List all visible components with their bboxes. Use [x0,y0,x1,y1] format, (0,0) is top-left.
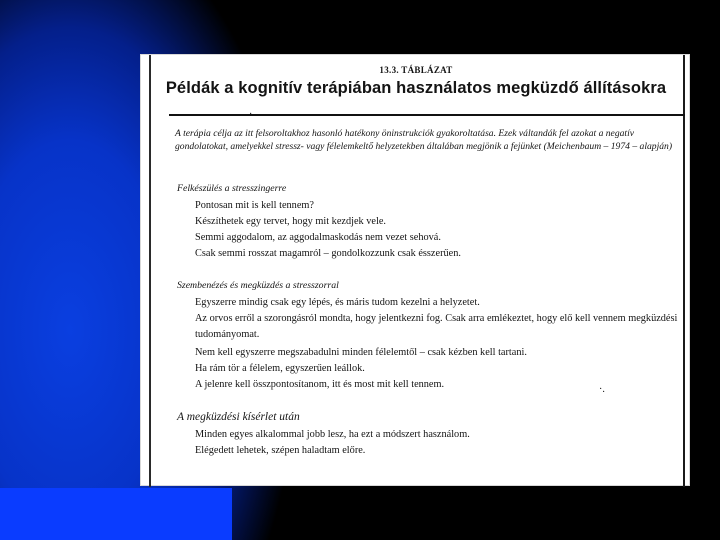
slide-accent-bar [0,488,232,540]
section-heading-confrontation: Szembenézés és megküzdés a stresszorral [177,280,339,291]
list-item: Nem kell egyszerre megszabadulni minden félelemtől – csak kézben kell tartani. [195,347,527,358]
list-item: Pontosan mit is kell tennem? [195,200,314,211]
intro-paragraph: A terápia célja az itt felsoroltakhoz hasonló hatékony öninstrukciók gyakoroltatása. Ezek váltandák fel azokat a negatív gondolatokat, amelyekkel stressz- vagy félelemkeltő helyzetekben általában megjönik a fejünket (Meichenbaum – 1974 – alapján) [175,128,673,153]
list-item: Egyszerre mindig csak egy lépés, és máris tudom kezelni a helyzetet. [195,297,480,308]
list-item: Elégedett lehetek, szépen haladtam előre. [195,445,366,456]
list-item: Ha rám tör a félelem, egyszerűen leállok. [195,363,365,374]
section-heading-preparation: Felkészülés a stresszingerre [177,183,287,194]
scan-speck: · [249,109,253,120]
scan-speck: ·. [599,384,605,395]
list-item: Készíthetek egy tervet, hogy mit kezdjek vele. [195,216,386,227]
list-item: Semmi aggodalom, az aggodalmaskodás nem vezet sehová. [195,232,441,243]
scanned-table-image [140,54,690,486]
page-title: Példák a kognitív terápiában használatos megküzdő állításokra [165,79,667,97]
scan-edge-left [149,55,151,487]
table-number: 13.3. TÁBLÁZAT [379,65,453,75]
list-item: Csak semmi rosszat magamról – gondolkozzunk csak ésszerűen. [195,248,461,259]
list-item: Az orvos erről a szorongásról mondta, hogy jelentkezni fog. Csak arra emlékeztet, hogy elő kell vennem megküzdési tudományomat. [195,313,678,340]
list-item: Minden egyes alkalommal jobb lesz, ha ezt a módszert használom. [195,429,470,440]
list-item: A jelenre kell összpontosítanom, itt és most mit kell tennem. [195,379,445,390]
scan-edge-right [683,55,685,487]
section-heading-after: A megküzdési kísérlet után [177,411,300,423]
title-rule [169,114,685,116]
